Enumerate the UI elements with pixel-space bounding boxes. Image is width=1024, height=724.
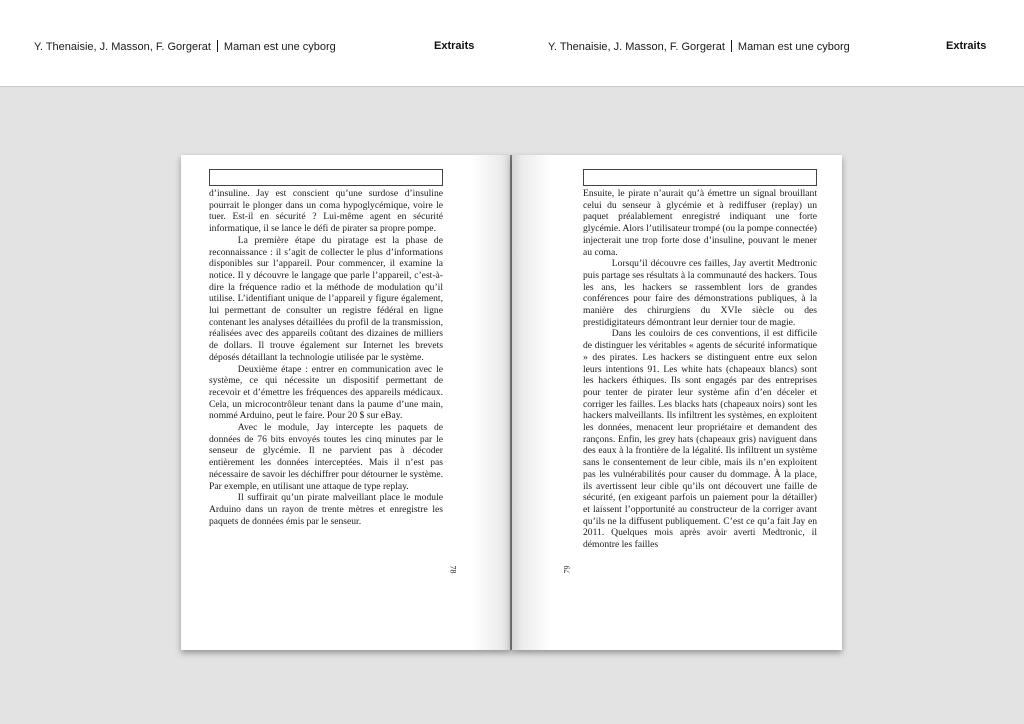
left-book-title: Maman est une cyborg — [223, 41, 336, 53]
paragraph: Lorsqu’il découvre ces failles, Jay avertit Medtronic puis partage ses résultats à la communauté des hackers. Tous les ans, les hackers se rassemblent lors de grandes conférences pour faire des démonstrations publiques, à la manière des chirurgiens du XVIe siècle ou des prestidigitateurs démontrant leur dernier tour de magie. — [583, 258, 817, 328]
paragraph: Il suffirait qu’un pirate malveillant place le module Arduino dans un rayon de trente mètres et enregistre les paquets de données émis par le senseur. — [209, 492, 443, 527]
header-separator — [217, 40, 218, 52]
right-running-header — [548, 40, 850, 53]
paragraph: Ensuite, le pirate n’aurait qu’à émettre un signal brouillant celui du senseur à glycémie et à rediffuser (replay) un paquet préalablement enregistré indiquant une forte glycémie. Alors l’utilisateur trompé (ou la pompe connectée) injecterait une trop forte dose d’insuline, pouvant le mener au coma. — [583, 188, 817, 258]
left-page-text — [209, 188, 443, 527]
right-section-label: Extraits — [946, 40, 987, 52]
right-page — [512, 155, 842, 650]
right-authors: Y. Thenaisie, J. Masson, F. Gorgerat — [548, 41, 725, 53]
header-separator — [731, 40, 732, 52]
left-page — [181, 155, 511, 650]
top-header-bar — [0, 0, 1024, 87]
open-book — [181, 155, 842, 650]
left-page-header-box — [209, 169, 443, 186]
paragraph: d’insuline. Jay est conscient qu’une surdose d’insuline pourrait le plonger dans un coma hypoglycémique, voire le tuer. Est-il en sécurité ? Lui-même agent en sécurité informatique, il se lance le défi de pirater sa propre pompe. — [209, 188, 443, 235]
left-running-header — [34, 40, 336, 53]
right-book-title: Maman est une cyborg — [737, 41, 850, 53]
paragraph: Avec le module, Jay intercepte les paquets de données de 76 bits envoyés toutes les cinq minutes par le senseur de glycémie. Il ne parvient pas à décoder entièrement les données interceptées. Mais il n’est pas nécessaire de savoir les déchiffrer pour détourner le système. Par exemple, en utilisant une attaque de type replay. — [209, 422, 443, 492]
paragraph: La première étape du piratage est la phase de reconnaissance : il s’agit de collecter le plus d’informations disponibles sur l’appareil. Pour commencer, il examine la notice. Il y découvre le langage que parle l’appareil, c’est-à-dire la fréquence radio et la méthode de modulation qu’il utilise. L’identifiant unique de l’appareil y figure également, lui permettant de consulter un registre fédéral en ligne contenant les analyses détaillées du profil de la transmission, réalisées avec des appareils coûtant des dizaines de milliers de dollars. Il trouve également sur Internet les brevets déposés détaillant la technologie utilisée par le système. — [209, 234, 443, 363]
page-number: 79 — [562, 565, 572, 574]
paragraph: Deuxième étape : entrer en communication avec le système, ce qui nécessite un dispositif permettant de recevoir et d’émettre les fréquences des appareils médicaux. Cela, un microcontrôleur tenant dans la paume d’une main, nommé Arduino, peut le faire. Pour 20 $ sur eBay. — [209, 363, 443, 422]
left-authors: Y. Thenaisie, J. Masson, F. Gorgerat — [34, 41, 211, 53]
paragraph: Dans les couloirs de ces conventions, il est difficile de distinguer les véritables « agents de sécurité informatique » des pirates. Les hackers se distinguent entre eux selon leurs intentions 91. Les white hats (chapeaux blancs) sont les hackers éthiques. Ils sont engagés par des entreprises pour tenter de pirater leur système afin d’en déceler et corriger les failles. Les blacks hats (chapeaux noirs) sont les hackers malveillants. Ils infiltrent les systèmes, en exploitent les données, menacent leur propriétaire et demandent des rançons. Enfin, les grey hats (chapeaux gris) naviguent dans des eaux à la frontière de la légalité. Ils infiltrent un système sans le consentement de leur cible, mais ils n’en exploitent pas les vulnérabilités pour causer du dommage. À la place, ils avertissent leur cible qu’ils ont découvert une faille de sécurité, (en exigeant parfois un paiement pour la détailler) et laissent l’opportunité au constructeur de la corriger avant qu’ils ne la diffusent publiquement. C’est ce qu’a fait Jay en 2011. Quelques mois après avoir averti Medtronic, il démontre les failles — [583, 328, 817, 551]
right-page-text — [583, 188, 817, 551]
left-section-label: Extraits — [434, 40, 475, 52]
right-page-header-box — [583, 169, 817, 186]
page-number: 78 — [448, 565, 458, 574]
